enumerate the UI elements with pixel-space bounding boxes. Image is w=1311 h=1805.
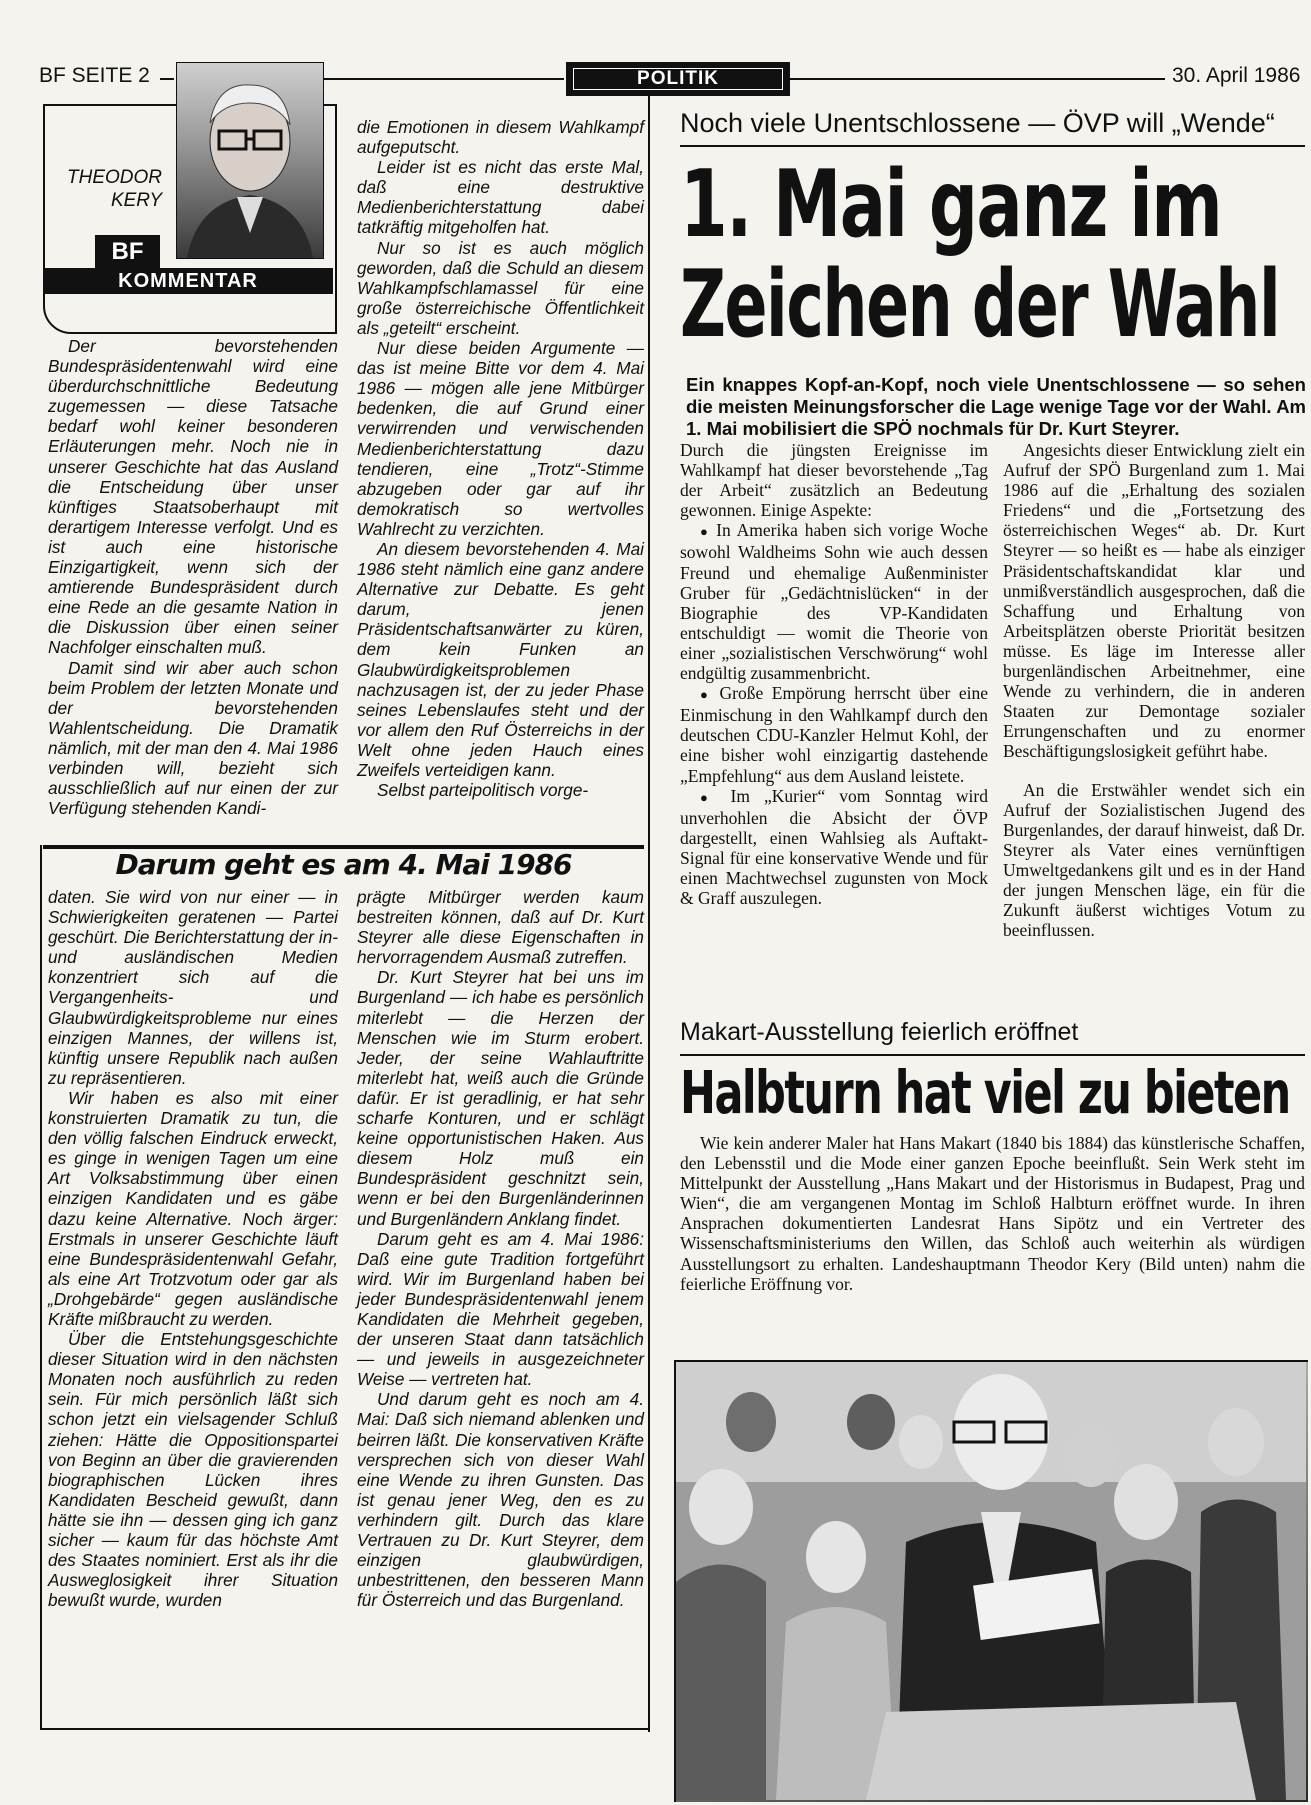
section-label: POLITIK: [573, 68, 783, 90]
article1-column-1: [680, 440, 988, 908]
header-rule-right: [790, 78, 1165, 80]
author-last-name: KERY: [110, 190, 162, 211]
article1-lede: Ein knappes Kopf-an-Kopf, noch viele Unentschlossene — so sehen die meisten Meinungsforscher die Lage wenige Tage vor der Wahl. Am 1. Mai mobilisiert die SPÖ nochmals für Dr. Kurt Steyrer.: [686, 374, 1306, 439]
paragraph: Darum geht es am 4. Mai 1986: Daß eine gute Tradition fortgeführt wird. Wir im Burgenland haben bei jeder Bundespräsidentenwahl jenem Kandidaten die Mehrheit gegeben, der unseren Staat dann tatsächlich — und jeweils in ausgezeichneter Weise — vertreten hat.: [357, 1228, 644, 1390]
paragraph: Über die Entstehungsgeschichte dieser Situation wird in den nächsten Monaten noch ausführlich zu reden sein. Für mich persönlich läßt sich schon jetzt ein vielsagender Schluß ziehen: Hätte die Oppositionspartei von Beginn an über die gravierenden biographischen Lücken ihres Kandidaten Bescheid gewußt, dann hätte sie ihn — dessen ging ich ganz sicher — kaum für das höchste Amt des Staates nominiert. Erst als ihr die Ausweglosigkeit ihrer Situation bewußt wurde, wurden: [48, 1329, 338, 1611]
paragraph: Leider ist es nicht das erste Mal, daß eine destruktive Medienberichterstattung dabei tatkräftig mitgeholfen hat.: [357, 157, 644, 238]
bullet-paragraph: ● Große Empörung herrscht über eine Einmischung in den Wahlkampf durch den deutschen CDU-Kanzler Helmut Kohl, der eine bisher wohl einzigartig dastehende „Empfehlung“ aus dem Ausland leistete.: [680, 683, 988, 785]
header-rule-mid-left: [324, 78, 564, 80]
author-first-name: THEODOR: [67, 167, 162, 188]
commentary-column-4: [357, 887, 644, 1610]
paragraph: Wie kein anderer Maler hat Hans Makart (1840 bis 1884) das künstlerische Schaffen, den Lebensstil und die Mode einer ganzen Epoche beeinflußt. Sein Werk steht im Mittelpunkt der Ausstellung „Hans Makart und der Historismus in Budapest, Prag und Wien“, die am vergangenen Montag im Schloß Halbturn eröffnet wurde. In ihren Ansprachen dokumentierten Landesrat Hans Sipötz und ein Vertreter des Wissenschaftsministeriums den Willen, das Schloß auch weiterhin als würdigen Ausstellungsort zu erhalten. Landeshauptmann Theodor Kery (Bild unten) nahm die feierliche Eröffnung vor.: [680, 1133, 1305, 1294]
issue-date: 30. April 1986: [1172, 64, 1301, 87]
article2-body: [680, 1133, 1305, 1294]
bf-logo: BF: [95, 235, 160, 269]
kicker-underline: [680, 145, 1305, 147]
commentary-subhead: Darum geht es am 4. Mai 1986: [115, 848, 572, 881]
paragraph: Durch die jüngsten Ereignisse im Wahlkampf hat dieser bevorstehende „Tag der Arbeit“ zusätzlich an Bedeutung gewonnen. Einige Aspekte:: [680, 440, 988, 521]
commentary-column-3: [48, 887, 338, 1610]
article1-kicker: Noch viele Unentschlossene — ÖVP will „Wende“: [680, 108, 1275, 138]
paragraph: An die Erstwähler wendet sich ein Aufruf der Sozialistischen Jugend des Burgenlandes, der darauf hinweist, daß Dr. Steyrer als Vater eines vernünftigen Umweltgedankens gilt und es in der Hand der jungen Menschen läge, ein für die Zukunft äußerst wichtiges Votum zu beeinflussen.: [1003, 779, 1305, 941]
paragraph: die Emotionen in diesem Wahlkampf aufgeputscht.: [357, 117, 644, 158]
paragraph: An diesem bevorstehenden 4. Mai 1986 steht nämlich eine ganz andere Alternative zur Debatte. Es geht darum, jenen Präsidentschaftsanwärter zu küren, dem kein Funken an Glaubwürdigkeitsproblemen nachzusagen ist, der zu jeder Phase seines Lebenslaufes steht und der vor allem den Ruf Österreichs in der Welt ohne jeden Hauch eines Zweifels verteidigen kann.: [357, 538, 644, 780]
article1-column-2: [1003, 440, 1305, 940]
header-rule-left: [160, 78, 174, 80]
article2-headline: Halbturn hat viel zu bieten: [680, 1058, 1290, 1128]
paragraph: Dr. Kurt Steyrer hat bei uns im Burgenland — ich habe es persönlich miterlebt — die Herzen der Menschen wie im Sturm erobert. Jeder, der seine Wahlauftritte miterlebt hat, weiß auch die Gründe dafür. Er ist geradlinig, er hat sehr scharfe Konturen, und er schlägt keine opportunistischen Haken. Aus diesem Holz muß ein Bundespräsident geschnitzt sein, wenn er bei den Burgenländerinnen und Burgenländern Anklang findet.: [357, 967, 644, 1229]
bullet-paragraph: ● In Amerika haben sich vorige Woche sowohl Waldheims Sohn wie auch dessen Freund und ehemalige Außenminister Gruber für „Gedächtnislücken“ in der Biographie des VP-Kandidaten entschuldigt — womit die Theorie von einer „sozialistischen Verschwörung“ wohl endgültig zusammenbricht.: [680, 520, 988, 683]
commentary-right-rule: [648, 92, 650, 1732]
page-label: BF SEITE 2: [39, 64, 150, 87]
paragraph: prägte Mitbürger werden kaum bestreiten können, daß auf Dr. Kurt Steyrer alle diese Eigenschaften in hervorragendem Ausmaß zutreffen.: [357, 887, 644, 968]
article1-headline-line2: Zeichen der Wahl: [680, 250, 1280, 359]
event-photo: [674, 1360, 1308, 1802]
kommentar-label: KOMMENTAR: [43, 268, 333, 294]
paragraph: Damit sind wir aber auch schon beim Problem der letzten Monate und der bevorstehenden Wahlentscheidung. Die Dramatik nämlich, mit der man den 4. Mai 1986 verbinden will, bezieht sich ausschließlich auf nur einen der zur Verfügung stehenden Kandi-: [48, 657, 338, 819]
author-portrait: [176, 62, 324, 259]
paragraph: Selbst parteipolitisch vorge-: [377, 780, 589, 801]
bullet-paragraph: ● Im „Kurier“ vom Sonntag wird unverhohlen die Absicht der ÖVP dargestellt, einen Wahlsieg als Auftakt-Signal für eine konservative Wende und für einen Machtwechsel zugunsten von Mock & Graff auszulegen.: [680, 786, 988, 909]
paragraph: daten. Sie wird von nur einer — in Schwierigkeiten geratenen — Partei geschürt. Die Berichterstattung der in- und ausländischen Medien konzentriert sich auf die Vergangenheits- und Glaubwürdigkeitsprobleme nur eines einzigen Mannes, der willens ist, künftig unsere Republik nach außen zu repräsentieren.: [48, 887, 338, 1088]
paragraph: Nur so ist es auch möglich geworden, daß die Schuld an diesem Wahlkampfschlamassel für eine große österreichische Öffentlichkeit als „geteilt“ erscheint.: [357, 237, 644, 338]
section-label-box: [566, 62, 790, 96]
paragraph: Der bevorstehenden Bundespräsidentenwahl wird eine überdurchschnittliche Bedeutung zugemessen — diese Tatsache bedarf wohl keiner besonderen Erläuterungen mehr. Noch nie in unserer Geschichte hat das Ausland die Entscheidung über unser künftiges Staatsoberhaupt mit derartigem Interesse verfolgt. Und es ist auch eine historische Einzigartigkeit, wenn sich der amtierende Bundespräsident durch eine Rede an die gesamte Nation in die Diskussion über einen seiner Nachfolger einschalten muß.: [48, 336, 338, 658]
commentary-bottom-rule: [40, 1728, 650, 1730]
commentary-column-1: [48, 336, 338, 818]
article2-kicker: Makart-Ausstellung feierlich eröffnet: [680, 1018, 1079, 1046]
paragraph: Nur diese beiden Argumente — das ist meine Bitte vor dem 4. Mai 1986 — mögen alle jene Mitbürger bedenken, die auf Grund einer verwirrenden und verwischenden Medienberichterstattung dazu tendieren, eine „Trotz“-Stimme abzugeben oder gar auf ihr demokratisch so wertvolles Wahlrecht zu verzichten.: [357, 338, 644, 539]
paragraph: Und darum geht es noch am 4. Mai: Daß sich niemand ablenken und beirren läßt. Die konservativen Kräfte versprechen sich von dieser Wahl eine Wende zu ihren Gunsten. Das ist genau jener Weg, den es zu verhindern gilt. Durch das klare Vertrauen zu Dr. Kurt Steyrer, dem einzigen glaubwürdigen, unbestrittenen, den besseren Mann für Österreich und das Burgenland.: [357, 1389, 644, 1611]
paragraph: Wir haben es also mit einer konstruierten Dramatik zu tun, die den völlig falschen Eindruck erweckt, es ginge in wenigen Tagen um eine Art Volksabstimmung über einen einzigen Kandidaten und es gäbe dazu keine Alternative. Noch ärger: Erstmals in unserer Geschichte läuft eine Bundespräsidentenwahl Gefahr, als eine Art Trotzvotum oder gar als „Drohgebärde“ gegen ausländische Kräfte mißbraucht zu werden.: [48, 1087, 338, 1329]
paragraph: Angesichts dieser Entwicklung zielt ein Aufruf der SPÖ Burgenland zum 1. Mai 1986 auf die „Erhaltung des sozialen Friedens“ und die „Fortsetzung des österreichischen Weges“ ab. Dr. Kurt Steyrer — so heißt es — habe als einziger Präsidentschaftskandidat klar und unmißverständlich ausgesprochen, daß die Schaffung und Erhaltung von Arbeitsplätzen oberste Priorität besitzen müsse. Es läge im Interesse aller burgenländischen Arbeitnehmer, eine Wende zu verhindern, die in anderen Staaten zur Demontage sozialer Errungenschaften und zu enormer Beschäftigungslosigkeit geführt habe.: [1003, 440, 1305, 762]
portrait-illustration: [177, 63, 323, 258]
commentary-left-rule: [40, 845, 42, 1730]
commentary-column-2: [357, 117, 644, 800]
article1-headline-line1: 1. Mai ganz im: [680, 150, 1222, 259]
kicker2-underline: [680, 1054, 1305, 1056]
author-name: [62, 166, 162, 212]
photo-illustration: [676, 1362, 1306, 1800]
